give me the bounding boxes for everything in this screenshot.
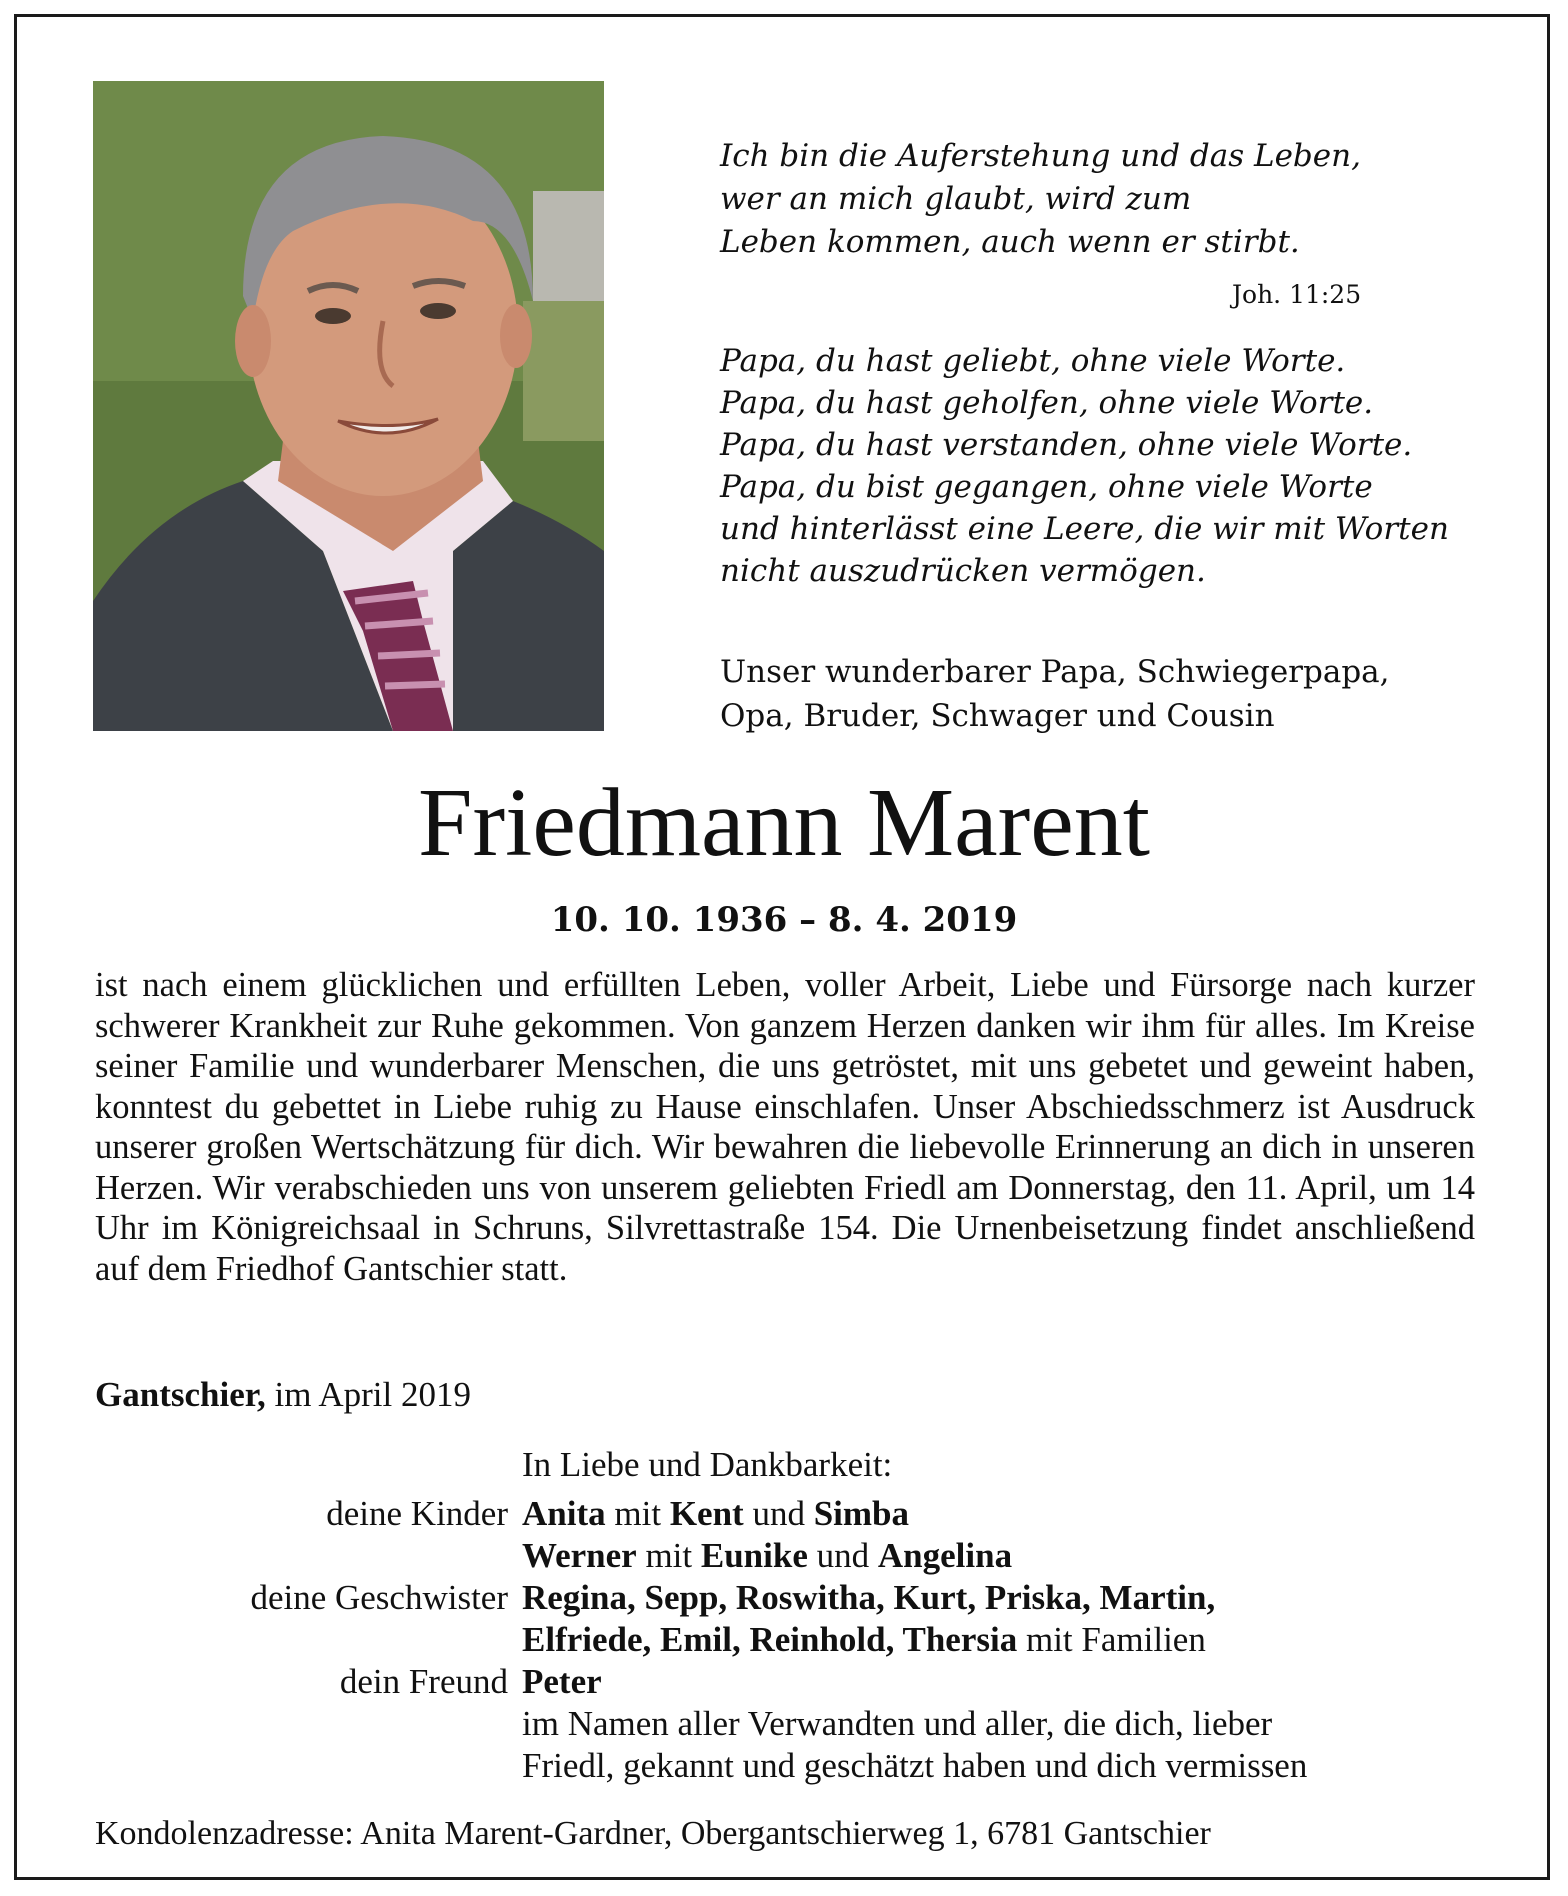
geschwister-line-1: Regina, Sepp, Roswitha, Kurt, Priska, Martin,: [522, 1578, 1216, 1617]
intro-line: Unser wunderbarer Papa, Schwiegerpapa,: [720, 654, 1390, 690]
closing-line-1: im Namen aller Verwandten und aller, die dich, lieber: [522, 1704, 1273, 1743]
poem-line: Papa, du bist gegangen, ohne viele Worte: [720, 469, 1373, 505]
condolence-address: Kondolenzadresse: Anita Marent-Gardner, Obergantschierweg 1, 6781 Gantschier: [95, 1815, 1211, 1852]
deceased-name: Friedmann Marent: [417, 769, 1151, 877]
place-date-text: im April 2019: [274, 1375, 471, 1414]
closing-line-2: Friedl, gekannt und geschätzt haben und dich vermissen: [522, 1746, 1308, 1785]
intro-line: Opa, Bruder, Schwager und Cousin: [720, 698, 1275, 734]
bible-verse: [720, 135, 1500, 264]
kinder-line-2: Werner mit Eunike und Angelina: [522, 1536, 1013, 1575]
verse-reference: Joh. 11:25: [1232, 280, 1362, 309]
poem-line: nicht auszudrücken vermögen.: [720, 553, 1206, 589]
verse-line: wer an mich glaubt, wird zum: [720, 181, 1192, 217]
poem-line: Papa, du hast verstanden, ohne viele Worte.: [720, 427, 1413, 463]
geschwister-label: deine Geschwister: [250, 1578, 508, 1617]
obituary-body: ist nach einem glücklichen und erfüllten Leben, voller Arbeit, Liebe und Fürsorge nach kurzer schwerer Krankheit zur Ruhe gekommen. Von ganzem Herzen danken wir ihm für alles. Im Kreise seiner Familie und wunderbarer Menschen, die uns getröstet, mit uns gebetet und geweint haben, konntest du gebettet in Liebe ruhig zu Hause einschlafen. Unser Abschiedsschmerz ist Ausdruck unserer großen Wertschätzung für dich. Wir bewahren die liebevolle Erinnerung an dich in unseren Herzen. Wir verabschieden uns von unserem geliebten Friedl am Donnerstag, den 11. April, um 14 Uhr im Königreichsaal in Schruns, Silvrettastraße 154. Die Urnenbeisetzung findet anschließend auf dem Friedhof Gantschier statt.: [95, 966, 1475, 1288]
intro-text: [720, 650, 1480, 738]
geschwister-line-2: Elfriede, Emil, Reinhold, Thersia mit Familien: [522, 1620, 1206, 1659]
poem-line: Papa, du hast geliebt, ohne viele Worte.: [720, 343, 1346, 379]
portrait-photo: [93, 81, 604, 731]
freund-name: Peter: [522, 1662, 602, 1701]
poem-line: Papa, du hast geholfen, ohne viele Worte.: [720, 385, 1374, 421]
place-town: Gantschier,: [95, 1375, 266, 1414]
freund-label: dein Freund: [339, 1662, 508, 1701]
life-dates: 10. 10. 1936 – 8. 4. 2019: [550, 900, 1018, 940]
thanks-heading: In Liebe und Dankbarkeit:: [522, 1445, 893, 1484]
poem: [720, 340, 1520, 592]
verse-line: Leben kommen, auch wenn er stirbt.: [720, 224, 1300, 260]
verse-line: Ich bin die Auferstehung und das Leben,: [720, 138, 1361, 174]
place-date: [95, 1375, 471, 1415]
kinder-line-1: Anita mit Kent und Simba: [522, 1494, 910, 1533]
poem-line: und hinterlässt eine Leere, die wir mit Worten: [720, 511, 1449, 547]
kinder-label: deine Kinder: [326, 1494, 508, 1533]
